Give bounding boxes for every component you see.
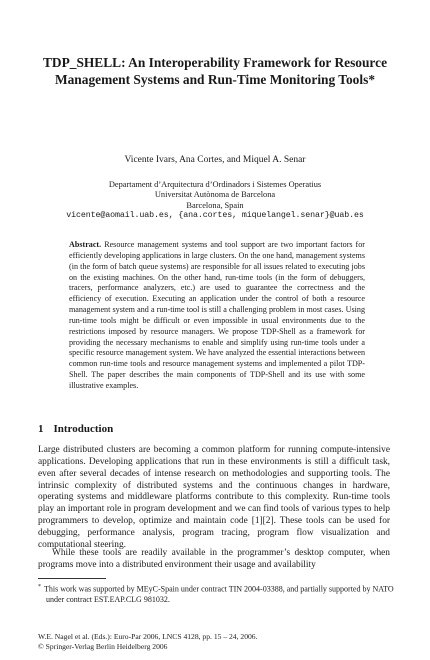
body-paragraph: While these tools are readily available in the programmer’s desktop computer, when programs move into a distributed environment their usage and availability [38, 548, 390, 570]
publication-info [38, 632, 258, 651]
footnote-divider [38, 578, 106, 579]
section-heading [38, 423, 113, 435]
abstract [69, 240, 365, 392]
affiliation-line: Universitat Autònoma de Barcelona [154, 190, 276, 200]
affiliation-line: Departament d’Arquitectura d’Ordinadors i Sistemes Operatius [108, 180, 322, 189]
section-title: Introduction [53, 423, 114, 435]
abstract-text: Resource management systems and tool support are two important factors for efficiently developing applications in large clusters. On the one hand, management systems (in the form of batch queue systems) are responsible for all issues related to executing jobs on the existing machines. On the other hand, run-time tools (in the form of debuggers, tracers, performance analyzers, etc.) are used to guarantee the correctness and the efficiency of execution. Executing an application under the control of both a resource management system and a run-time tool is still a challenging problem in most cases. Using run-time tools might be difficult or even impossible in usual environments due to the restrictions imposed by resource managers. We propose TDP-Shell as a framework for providing the necessary mechanisms to enable and simplify using run-time tools under a specific resource management system. We have analyzed the essential interactions between common run-time tools and resource management systems and implemented a pilot TDP-Shell. The paper describes the main components of TDP-Shell and its use with some illustrative examples. [69, 240, 365, 390]
footnote-text: This work was supported by MEyC-Spain under contract TIN 2004-03388, and partially supported by NATO under contract EST.EAP.CLG 981032. [44, 584, 394, 605]
footnote-mark: * [38, 584, 41, 590]
affiliation [20, 180, 410, 211]
section-number: 1 [38, 423, 44, 435]
body-paragraph: Large distributed clusters are becoming a common platform for running compute-intensive applications. Developing applications that run in these environments is still a difficult task, even after several decades of intense research on methodologies and supporting tools. The intrinsic complexity of distributed systems and the continuous changes in hardware, operating systems and middleware platforms contribute to this complexity. Run-time tools play an important role in program development and we can find tools of various types to help programmers to develop, optimize and maintain code [1][2]. These tools can be used for debugging, performance analysis, program tracing, program flow visualization and computational steering. [38, 445, 390, 550]
affiliation-line: Barcelona, Spain [186, 200, 244, 210]
publication-line: W.E. Nagel et al. (Eds.): Euro-Par 2006, LNCS 4128, pp. 15 – 24, 2006. [38, 632, 258, 641]
author-emails: vicente@aomail.uab.es, {ana.cortes, miquelangel.senar}@uab.es [66, 211, 364, 220]
author-list: Vicente Ivars, Ana Cortes, and Miquel A. Senar [124, 155, 306, 165]
paper-title: TDP_SHELL: An Interoperability Framework for Resource Management Systems and Run-Time Monitoring Tools* [42, 55, 388, 87]
publication-line: © Springer-Verlag Berlin Heidelberg 2006 [38, 641, 168, 651]
footnote [38, 582, 398, 606]
abstract-label: Abstract. [69, 240, 102, 249]
